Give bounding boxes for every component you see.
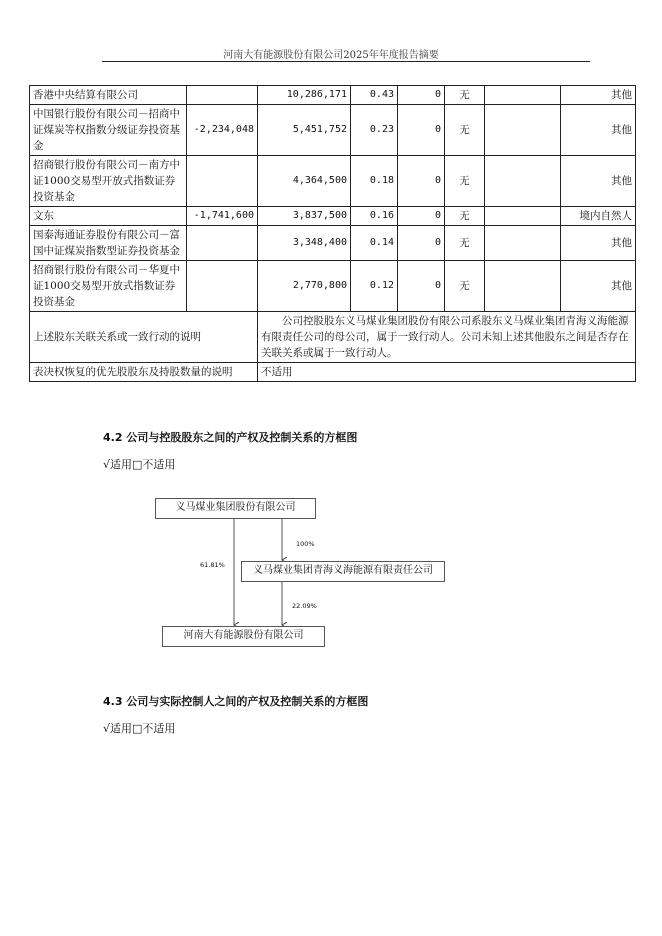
pct-parent-to-subsidiary: 100% [296, 540, 315, 548]
section-4-3-title: 4.3 公司与实际控制人之间的产权及控制关系的方框图 [103, 695, 369, 708]
restricted-value: 0 [398, 207, 445, 226]
pledge-status: 无 [445, 226, 485, 261]
shareholder-nature: 其他 [561, 226, 636, 261]
shares-value: 10,286,171 [258, 86, 351, 105]
restricted-value: 0 [398, 261, 445, 312]
change-value: -1,741,600 [187, 207, 258, 226]
pledge-status: 无 [445, 86, 485, 105]
pledge-status: 无 [445, 207, 485, 226]
shareholder-name: 文东 [30, 207, 187, 226]
page-header: 河南大有能源股份有限公司2025年年度报告摘要 [223, 50, 439, 61]
section-4-2-applicable: √适用□不适用 [103, 458, 176, 471]
ratio-value: 0.16 [351, 207, 398, 226]
shares-value: 4,364,500 [258, 156, 351, 207]
restricted-value: 0 [398, 156, 445, 207]
restricted-value: 0 [398, 226, 445, 261]
shareholder-name: 国泰海通证券股份有限公司－富国中证煤炭指数型证券投资基金 [30, 226, 187, 261]
restricted-value: 0 [398, 105, 445, 156]
related-parties-paragraph: 公司控股股东义马煤业集团股份有限公司系股东义马煤业集团青海义海能源有限责任公司的母公司，属于一致行动人。公司未知上述其他股东之间是否存在关联关系或属于一致行动人。 [261, 315, 629, 359]
pledge-status: 无 [445, 156, 485, 207]
shareholder-nature: 其他 [561, 261, 636, 312]
pct-parent-to-company: 61.81% [200, 561, 225, 569]
shareholder-nature: 其他 [561, 86, 636, 105]
parent-company-box: 义马煤业集团股份有限公司 [155, 498, 316, 519]
shareholder-nature: 境内自然人 [561, 207, 636, 226]
subsidiary-box: 义马煤业集团青海义海能源有限责任公司 [241, 561, 445, 582]
pct-subsidiary-to-company: 22.09% [292, 602, 317, 610]
preferred-shares-text: 不适用 [258, 363, 636, 382]
ratio-value: 0.12 [351, 261, 398, 312]
shareholder-name: 香港中央结算有限公司 [30, 86, 187, 105]
listed-company-box: 河南大有能源股份有限公司 [162, 626, 325, 647]
shareholder-nature: 其他 [561, 156, 636, 207]
preferred-shares-label: 表决权恢复的优先股股东及持股数量的说明 [30, 363, 258, 382]
section-4-2-title: 4.2 公司与控股股东之间的产权及控制关系的方框图 [103, 431, 358, 444]
shareholder-nature: 其他 [561, 105, 636, 156]
shareholder-name: 中国银行股份有限公司－招商中证煤炭等权指数分级证券投资基金 [30, 105, 187, 156]
ratio-value: 0.43 [351, 86, 398, 105]
pledge-status: 无 [445, 105, 485, 156]
change-value: -2,234,048 [187, 105, 258, 156]
shareholder-name: 招商银行股份有限公司－南方中证1000交易型开放式指数证券投资基金 [30, 156, 187, 207]
ratio-value: 0.23 [351, 105, 398, 156]
pledge-status: 无 [445, 261, 485, 312]
shares-value: 2,770,800 [258, 261, 351, 312]
shares-value: 3,348,400 [258, 226, 351, 261]
section-4-3-applicable: √适用□不适用 [103, 722, 176, 735]
ratio-value: 0.14 [351, 226, 398, 261]
related-parties-label: 上述股东关联关系或一致行动的说明 [30, 312, 258, 363]
ratio-value: 0.18 [351, 156, 398, 207]
shares-value: 5,451,752 [258, 105, 351, 156]
shares-value: 3,837,500 [258, 207, 351, 226]
shareholder-name: 招商银行股份有限公司－华夏中证1000交易型开放式指数证券投资基金 [30, 261, 187, 312]
restricted-value: 0 [398, 86, 445, 105]
